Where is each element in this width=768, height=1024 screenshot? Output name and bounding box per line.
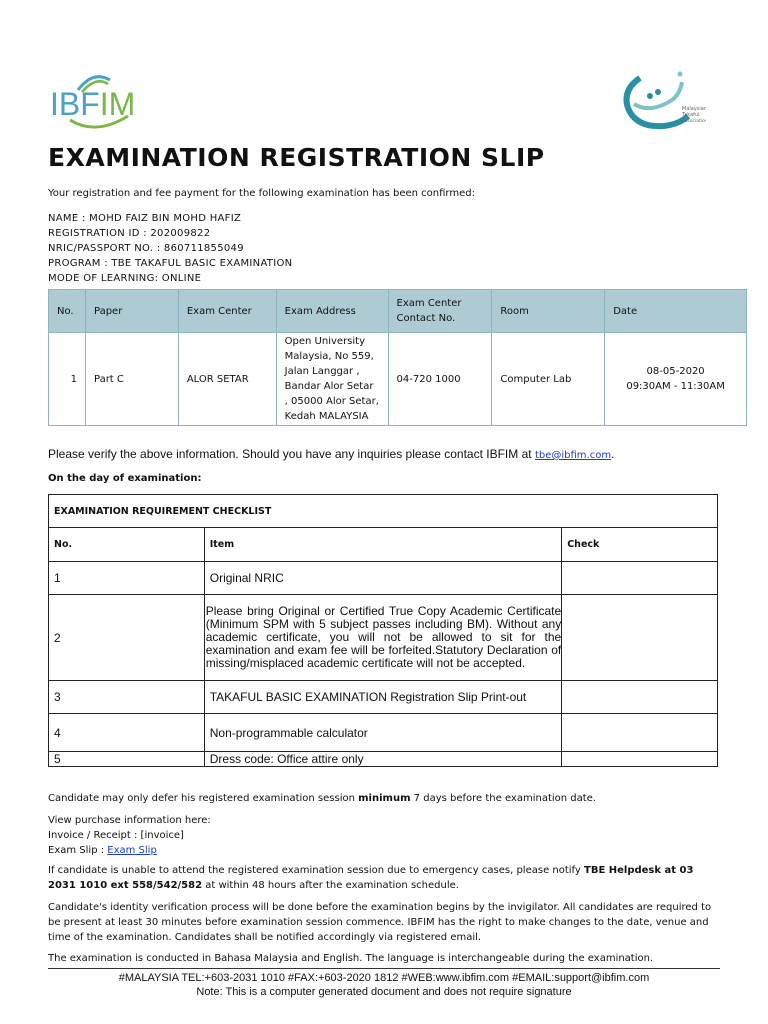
language-notice: The examination is conducted in Bahasa Malaysia and English. The language is interchangeable during the examination.	[48, 953, 654, 964]
table-row	[49, 595, 718, 681]
header-no: No.	[49, 290, 86, 333]
defer-text-pre: Candidate may only defer his registered examination session	[48, 793, 359, 804]
header-exam-address: Exam Address	[276, 290, 388, 333]
header-room: Room	[492, 290, 605, 333]
takaful-logo-icon	[620, 70, 706, 132]
ibfim-logo-text-a: IBF	[50, 86, 100, 122]
defer-text-post: 7 days before the examination date.	[410, 793, 597, 804]
cell-contact: 04-720 1000	[388, 333, 492, 426]
checklist-title: EXAMINATION REQUIREMENT CHECKLIST	[49, 495, 718, 528]
header-paper: Paper	[85, 290, 178, 333]
footer-divider	[48, 968, 720, 969]
checklist-check-cell[interactable]	[562, 752, 718, 767]
checklist-header-row	[49, 528, 718, 562]
invoice-line: Invoice / Receipt : [invoice]	[48, 830, 184, 841]
svg-text:Association: Association	[682, 119, 706, 124]
program: PROGRAM : TBE TAKAFUL BASIC EXAMINATION	[48, 258, 293, 269]
day-of-exam-heading: On the day of examination:	[48, 473, 202, 484]
header-contact: Exam Center Contact No.	[388, 290, 492, 333]
defer-policy	[48, 791, 720, 806]
footer-note: Note: This is a computer generated document and does not require signature	[196, 986, 572, 998]
checklist-item-line: Please bring Original or Certified True Copy Academic Certificate	[205, 604, 562, 618]
emergency-notice	[48, 863, 720, 893]
requirement-checklist-table	[48, 494, 718, 767]
checklist-item: TAKAFUL BASIC EXAMINATION Registration Slip Print-out	[204, 681, 561, 714]
identity-verification-notice: Candidate's identity verification process will be done before the examination begins by the invigilator. All candidates are required to be present at least 30 minutes before examination session commence. IBFIM has the right to make changes to the date, venue and time of the examination. Candidates shall be notified accordingly via registered email.	[48, 902, 712, 943]
checklist-no: 5	[49, 752, 205, 767]
table-row	[49, 681, 718, 714]
checklist-item-line: (Minimum SPM with 5 subject passes including BM). Without any	[205, 617, 562, 631]
footer-contact: #MALAYSIA TEL:+603-2031 1010 #FAX:+603-2020 1812 #WEB:www.ibfim.com #EMAIL:support@ibfim.com	[118, 972, 650, 984]
purchase-heading: View purchase information here:	[48, 815, 211, 826]
cell-exam-address: Open University Malaysia, No 559, Jalan Langgar , Bandar Alor Setar , 05000 Alor Setar, Kedah MALAYSIA	[276, 333, 388, 426]
header-exam-center: Exam Center	[178, 290, 276, 333]
ibfim-logo-text-b: IM	[99, 86, 136, 122]
emergency-text-pre: If candidate is unable to attend the registered examination session due to emergency cases, please notify	[48, 865, 584, 876]
svg-text:Takaful: Takaful	[682, 112, 700, 118]
exam-slip-label: Exam Slip :	[48, 845, 108, 856]
checklist-item: Non-programmable calculator	[204, 714, 561, 752]
mode-of-learning: MODE OF LEARNING: ONLINE	[48, 273, 202, 284]
checklist-item	[204, 595, 561, 681]
exam-date: 08-05-2020	[646, 366, 705, 377]
exam-slip-line	[48, 843, 720, 858]
table-row	[49, 333, 747, 426]
checklist-no: 4	[49, 714, 205, 752]
checklist-header-check: Check	[562, 528, 718, 562]
checklist-check-cell[interactable]	[562, 562, 718, 595]
cell-room: Computer Lab	[492, 333, 605, 426]
checklist-item: Original NRIC	[204, 562, 561, 595]
verify-message: Please verify the above information. Should you have any inquiries please contact IBFIM at	[48, 447, 535, 461]
checklist-no: 3	[49, 681, 205, 714]
page-title: EXAMINATION REGISTRATION SLIP	[48, 143, 545, 172]
intro-text: Your registration and fee payment for the following examination has been confirmed:	[48, 188, 475, 199]
cell-date	[605, 333, 747, 426]
checklist-item-line: missing/misplaced academic certificate will not be accepted.	[205, 656, 526, 670]
candidate-name: NAME : MOHD FAIZ BIN MOHD HAFIZ	[48, 213, 242, 224]
table-row	[49, 562, 718, 595]
exam-details-table	[48, 289, 747, 426]
cell-exam-center: ALOR SETAR	[178, 333, 276, 426]
checklist-title-row	[49, 495, 718, 528]
cell-no: 1	[49, 333, 86, 426]
table-row	[49, 752, 718, 767]
takaful-logo-caption: Malaysian	[682, 106, 706, 112]
checklist-no: 2	[49, 595, 205, 681]
checklist-check-cell[interactable]	[562, 714, 718, 752]
checklist-check-cell[interactable]	[562, 681, 718, 714]
checklist-item: Dress code: Office attire only	[204, 752, 561, 767]
cell-paper: Part C	[85, 333, 178, 426]
registration-id: REGISTRATION ID : 202009822	[48, 228, 211, 239]
nric-number: NRIC/PASSPORT NO. : 860711855049	[48, 243, 244, 254]
table-row	[49, 714, 718, 752]
header-date: Date	[605, 290, 747, 333]
exam-table-header	[49, 290, 747, 333]
exam-time: 09:30AM - 11:30AM	[626, 381, 725, 392]
ibfim-logo-text	[50, 86, 135, 123]
takaful-association-logo	[620, 70, 706, 132]
checklist-no: 1	[49, 562, 205, 595]
checklist-check-cell[interactable]	[562, 595, 718, 681]
helpdesk-contact: TBE Helpdesk at 03 2031 1010 ext 558/542/582	[48, 865, 694, 891]
defer-text-bold: minimum	[358, 793, 411, 804]
candidate-info	[48, 211, 292, 286]
emergency-text-post: at within 48 hours after the examination schedule.	[202, 880, 459, 891]
checklist-header-item: Item	[204, 528, 561, 562]
purchase-info	[48, 813, 720, 858]
checklist-header-no: No.	[49, 528, 205, 562]
exam-slip-link[interactable]: Exam Slip	[107, 845, 157, 856]
verify-text	[48, 447, 614, 461]
verify-end: .	[611, 447, 615, 461]
contact-email-link[interactable]: tbe@ibfim.com	[534, 450, 612, 461]
checklist-item-line: examination and exam fee will be forfeited.Statutory Declaration of	[205, 643, 562, 657]
checklist-item-line: academic certificate, you will not be allowed to sit for the	[205, 630, 562, 644]
